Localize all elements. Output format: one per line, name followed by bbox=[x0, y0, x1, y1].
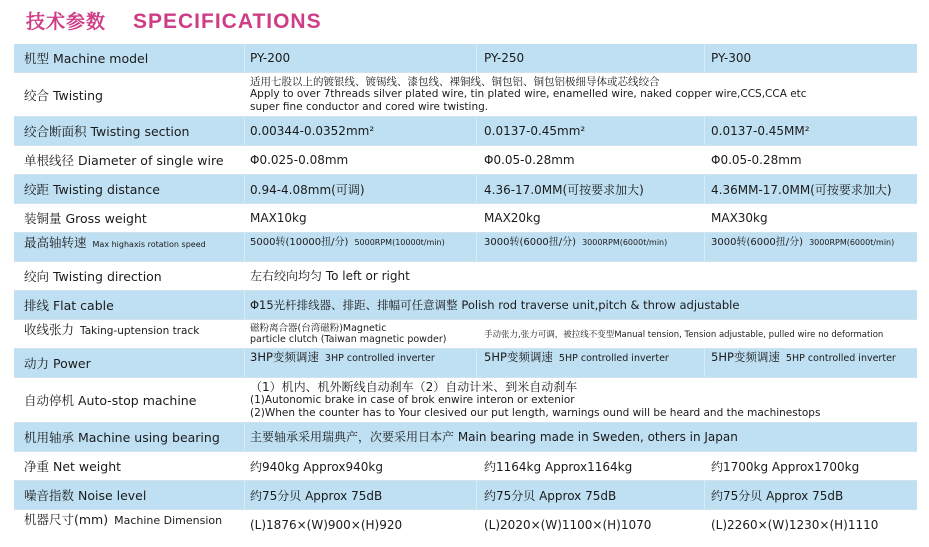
distance-py200: 0.94-4.08mm(可调) bbox=[250, 182, 365, 197]
row-twisting-direction bbox=[14, 262, 917, 291]
net-py250: 约1164kg Approx1164kg bbox=[484, 459, 633, 474]
row-diameter bbox=[14, 146, 917, 175]
label-diameter: 单根线径 Diameter of single wire bbox=[24, 153, 224, 168]
row-net-weight bbox=[14, 452, 917, 481]
distance-py250: 4.36-17.0MM(可按要求加大) bbox=[484, 182, 644, 197]
gross-py200: MAX10kg bbox=[250, 211, 307, 225]
label-gross-weight: 装铜量 Gross weight bbox=[24, 211, 147, 226]
model-py200: PY-200 bbox=[250, 51, 291, 65]
row-power bbox=[14, 349, 917, 378]
label-takeup-tension-cn: 收线张力 bbox=[24, 322, 75, 337]
diameter-py300: Φ0.05-0.28mm bbox=[711, 153, 802, 167]
noise-py250: 约75分贝 Approx 75dB bbox=[484, 488, 617, 503]
label-bearing: 机用轴承 Machine using bearing bbox=[24, 430, 220, 445]
speed-py300-cn: 3000转(6000扭/分) bbox=[711, 237, 804, 248]
label-twisting-distance: 绞距 Twisting distance bbox=[24, 182, 160, 197]
distance-py300: 4.36MM-17.0MM(可按要求加大) bbox=[711, 182, 892, 197]
label-dimension-cn: 机器尺寸(mm) bbox=[24, 512, 109, 527]
speed-py200 bbox=[250, 233, 480, 261]
auto-stop-line-en1: (1)Autonomic brake in case of brok enwire interon or extenior bbox=[250, 393, 575, 406]
row-twisting bbox=[14, 73, 917, 117]
section-py200: 0.00344-0.0352mm² bbox=[250, 124, 375, 138]
row-flat-cable bbox=[14, 291, 917, 320]
takeup-py200 bbox=[250, 320, 480, 348]
page-title bbox=[26, 6, 322, 36]
label-twisting-direction: 绞向 Twisting direction bbox=[24, 269, 162, 284]
power-py200-en: 3HP controlled inverter bbox=[324, 353, 435, 364]
twisting-line-cn: 适用七股以上的镀银线、镀锡线、漆包线、裸铜线、铜包铝、铜包铝极细导体或芯线绞合 bbox=[250, 75, 660, 88]
power-py250 bbox=[484, 349, 714, 377]
label-takeup-tension bbox=[24, 320, 244, 348]
twisting-desc bbox=[250, 73, 913, 116]
auto-stop-desc bbox=[250, 378, 913, 422]
takeup-py200-line1: 磁粉离合器(台湾磁粉)Magnetic bbox=[250, 323, 387, 334]
row-noise-level bbox=[14, 481, 917, 510]
label-machine-model: 机型 Machine model bbox=[24, 51, 149, 66]
diameter-py250: Φ0.05-0.28mm bbox=[484, 153, 575, 167]
speed-py250-en: 3000RPM(6000t/min) bbox=[582, 238, 668, 247]
row-dimension bbox=[14, 510, 917, 539]
label-max-speed-en: Max highaxis rotation speed bbox=[92, 240, 206, 249]
label-twisting: 绞合 Twisting bbox=[24, 87, 103, 103]
speed-py250-cn: 3000转(6000扭/分) bbox=[484, 237, 577, 248]
label-twisting-section: 绞合断面积 Twisting section bbox=[24, 124, 190, 139]
section-py250: 0.0137-0.45mm² bbox=[484, 124, 586, 138]
speed-py250 bbox=[484, 233, 714, 261]
power-py300-cn: 5HP变频调速 bbox=[711, 350, 780, 364]
dimension-py300: (L)2260×(W)1230×(H)1110 bbox=[711, 517, 879, 532]
model-py300: PY-300 bbox=[711, 51, 752, 65]
label-net-weight: 净重 Net weight bbox=[24, 459, 122, 474]
gross-py250: MAX20kg bbox=[484, 211, 541, 225]
label-max-speed-cn: 最高轴转速 bbox=[24, 235, 87, 250]
label-dimension bbox=[24, 510, 244, 539]
net-py200: 约940kg Approx940kg bbox=[250, 459, 383, 474]
row-twisting-section bbox=[14, 117, 917, 146]
label-power: 动力 Power bbox=[24, 356, 91, 371]
speed-py300-en: 3000RPM(6000t/min) bbox=[809, 238, 895, 247]
model-py250: PY-250 bbox=[484, 51, 525, 65]
label-noise-level: 噪音指数 Noise level bbox=[24, 488, 147, 503]
row-bearing bbox=[14, 423, 917, 452]
label-auto-stop: 自动停机 Auto-stop machine bbox=[24, 393, 197, 408]
speed-py200-cn: 5000转(10000扭/分) bbox=[250, 237, 349, 248]
title-cn: 技术参数 bbox=[26, 11, 107, 33]
noise-py300: 约75分贝 Approx 75dB bbox=[711, 488, 844, 503]
takeup-py200-line2: particle clutch (Taiwan magnetic powder) bbox=[250, 334, 447, 345]
twisting-line-en1: Apply to over 7threads silver plated wire, tin plated wire, enamelled wire, naked copper wire,CCS,CCA etc bbox=[250, 88, 807, 101]
row-auto-stop bbox=[14, 378, 917, 423]
auto-stop-line-cn: （1）机内、机外断线自动刹车（2）自动计米、到米自动刹车 bbox=[250, 379, 578, 394]
speed-py200-en: 5000RPM(10000t/min) bbox=[354, 238, 445, 247]
power-py200-cn: 3HP变频调速 bbox=[250, 350, 319, 364]
net-py300: 约1700kg Approx1700kg bbox=[711, 459, 860, 474]
takeup-py250-py300: 手动张力,张力可调，被拉线不变型Manual tension, Tension adjustable, pulled wire no deformation bbox=[484, 330, 884, 340]
label-dimension-en: Machine Dimension bbox=[114, 514, 223, 527]
label-flat-cable: 排线 Flat cable bbox=[24, 298, 114, 313]
row-twisting-distance bbox=[14, 175, 917, 204]
row-machine-model bbox=[14, 44, 917, 73]
auto-stop-line-en2: (2)When the counter has to Your clesived our put length, warnings ound will be heard and the machinestops bbox=[250, 406, 821, 419]
power-py200 bbox=[250, 349, 480, 377]
dimension-py200: (L)1876×(W)900×(H)920 bbox=[250, 517, 403, 532]
twisting-direction-value: 左右绞向均匀 To left or right bbox=[250, 269, 410, 283]
title-en: SPECIFICATIONS bbox=[132, 10, 322, 33]
label-max-speed bbox=[24, 233, 244, 261]
flat-cable-value: Φ15光杆排线器、排距、排幅可任意调整 Polish rod traverse unit,pitch & throw adjustable bbox=[250, 298, 740, 312]
label-takeup-tension-en: Taking-uptension track bbox=[80, 325, 200, 337]
row-takeup-tension bbox=[14, 320, 917, 349]
section-py300: 0.0137-0.45MM² bbox=[711, 124, 810, 138]
diameter-py200: Φ0.025-0.08mm bbox=[250, 153, 349, 167]
bearing-value: 主要轴承采用瑞典产，次要采用日本产 Main bearing made in Sweden, others in Japan bbox=[250, 430, 738, 444]
power-py250-en: 5HP controlled inverter bbox=[558, 353, 669, 364]
gross-py300: MAX30kg bbox=[711, 211, 768, 225]
specifications-table bbox=[14, 44, 917, 539]
dimension-py250: (L)2020×(W)1100×(H)1070 bbox=[484, 517, 652, 532]
power-py250-cn: 5HP变频调速 bbox=[484, 350, 553, 364]
power-py300-en: 5HP controlled inverter bbox=[785, 353, 896, 364]
noise-py200: 约75分贝 Approx 75dB bbox=[250, 488, 383, 503]
speed-py300 bbox=[711, 233, 916, 261]
power-py300 bbox=[711, 349, 916, 377]
row-gross-weight bbox=[14, 204, 917, 233]
row-max-speed bbox=[14, 233, 917, 262]
twisting-line-en2: super fine conductor and cored wire twisting. bbox=[250, 100, 489, 113]
